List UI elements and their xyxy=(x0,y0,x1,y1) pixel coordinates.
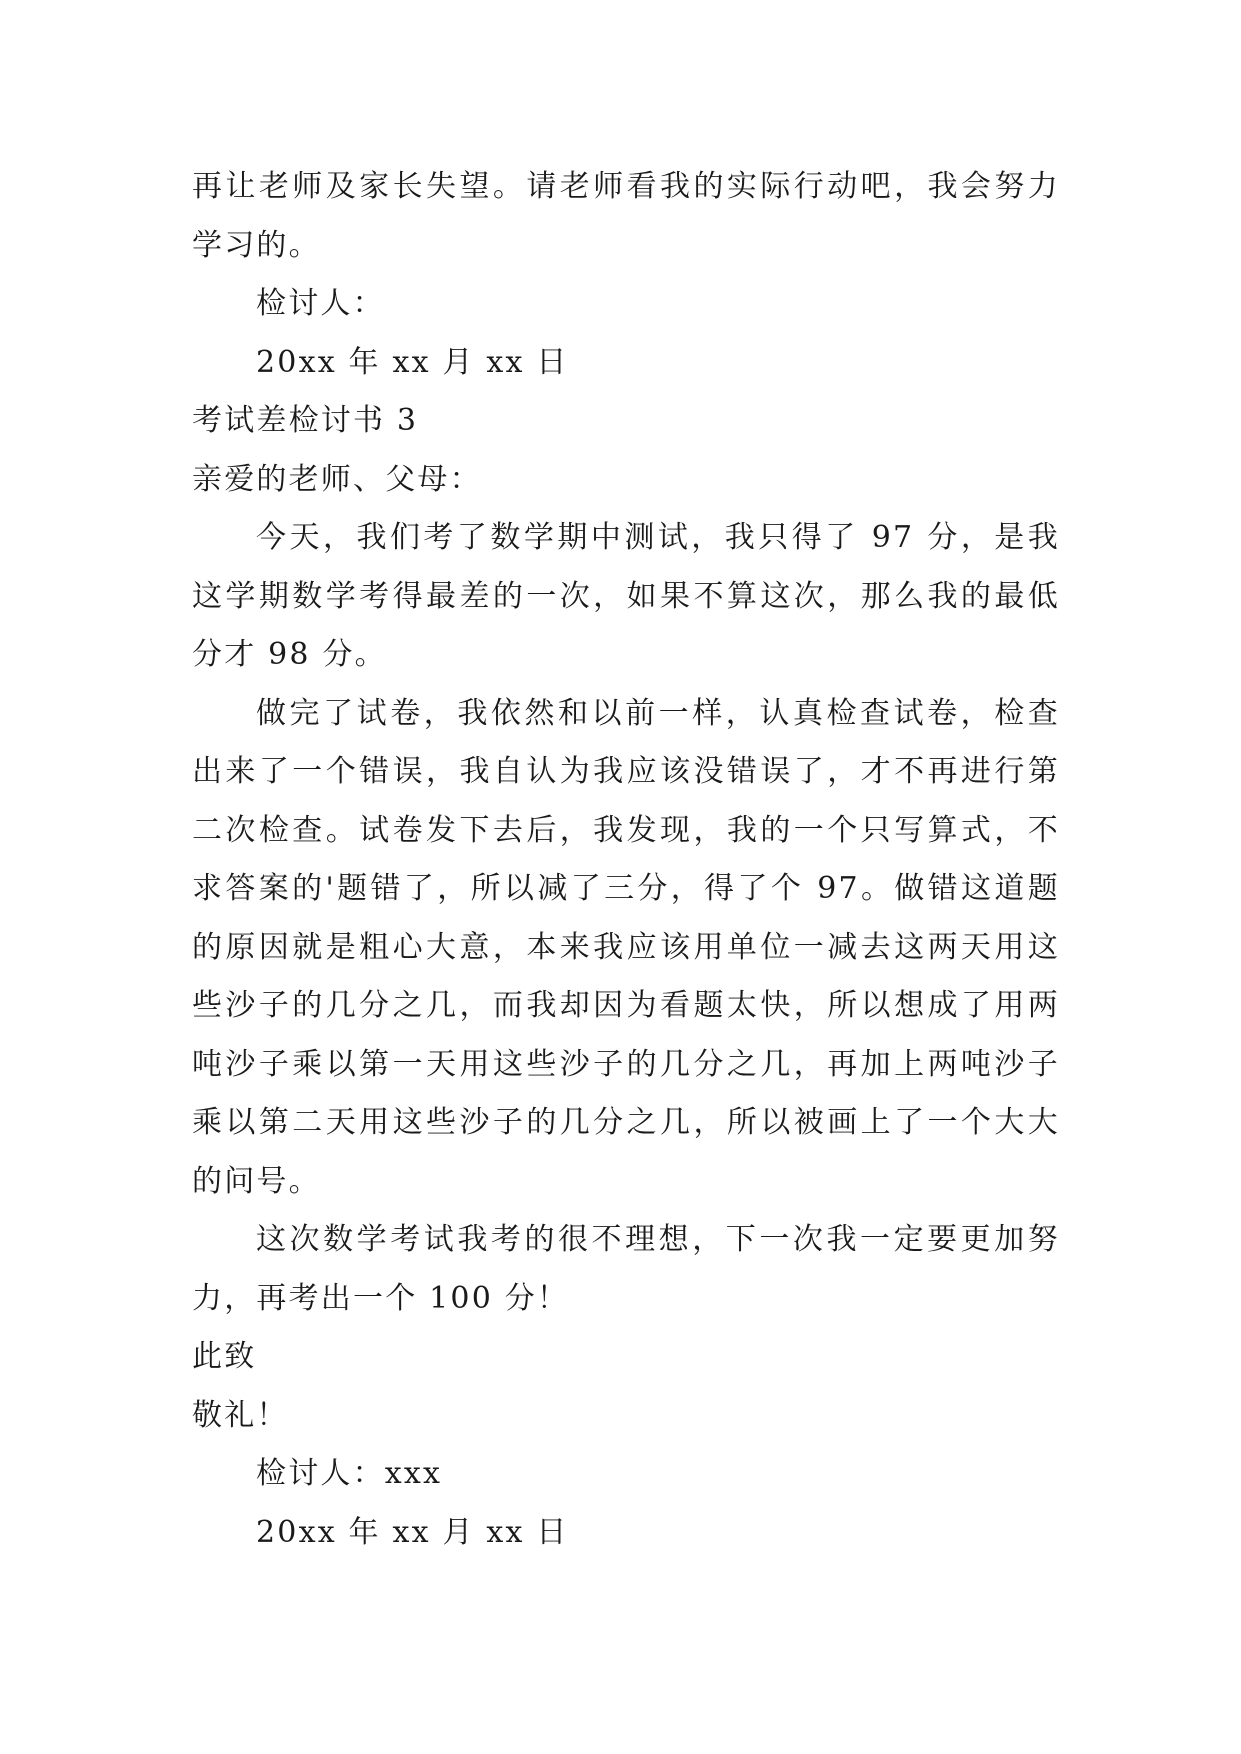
paragraph-intro: 今天，我们考了数学期中测试，我只得了 97 分，是我这学期数学考得最差的一次，如果不算这次，那么我的最低分才 98 分。 xyxy=(192,520,1060,672)
paragraph-closing-continuation: 再让老师及家长失望。请老师看我的实际行动吧，我会努力学习的。 xyxy=(192,169,1060,263)
paragraph-reason: 做完了试卷，我依然和以前一样，认真检查试卷，检查出来了一个错误，我自认为我应该没错误了，才不再进行第二次检查。试卷发下去后，我发现，我的一个只写算式，不求答案的'题错了，所以减了三分，得了个 97。做错这道题的原因就是粗心大意，本来我应该用单位一减去这两天用这些沙子的几分之几，而我却因为看题太快，所以想成了用两吨沙子乘以第一天用这些沙子的几分之几，再加上两吨沙子乘以第二天用这些沙子的几分之几，所以被画上了一个大大的问号。 xyxy=(192,695,1060,1199)
paragraph-resolution: 这次数学考试我考的很不理想，下一次我一定要更加努力，再考出一个 100 分！ xyxy=(192,1222,1060,1316)
document-body xyxy=(192,158,1060,1562)
signature-date-final: 20xx 年 xx 月 xx 日 xyxy=(256,1514,569,1550)
closing-salute: 敬礼！ xyxy=(192,1397,289,1433)
closing-phrase: 此致 xyxy=(192,1339,257,1374)
signature-label: 检讨人： xyxy=(256,286,385,321)
signature-name: 检讨人：xxx xyxy=(256,1456,443,1491)
section-title: 考试差检讨书 3 xyxy=(192,403,419,438)
salutation: 亲爱的老师、父母： xyxy=(192,461,482,497)
signature-date: 20xx 年 xx 月 xx 日 xyxy=(256,344,569,380)
